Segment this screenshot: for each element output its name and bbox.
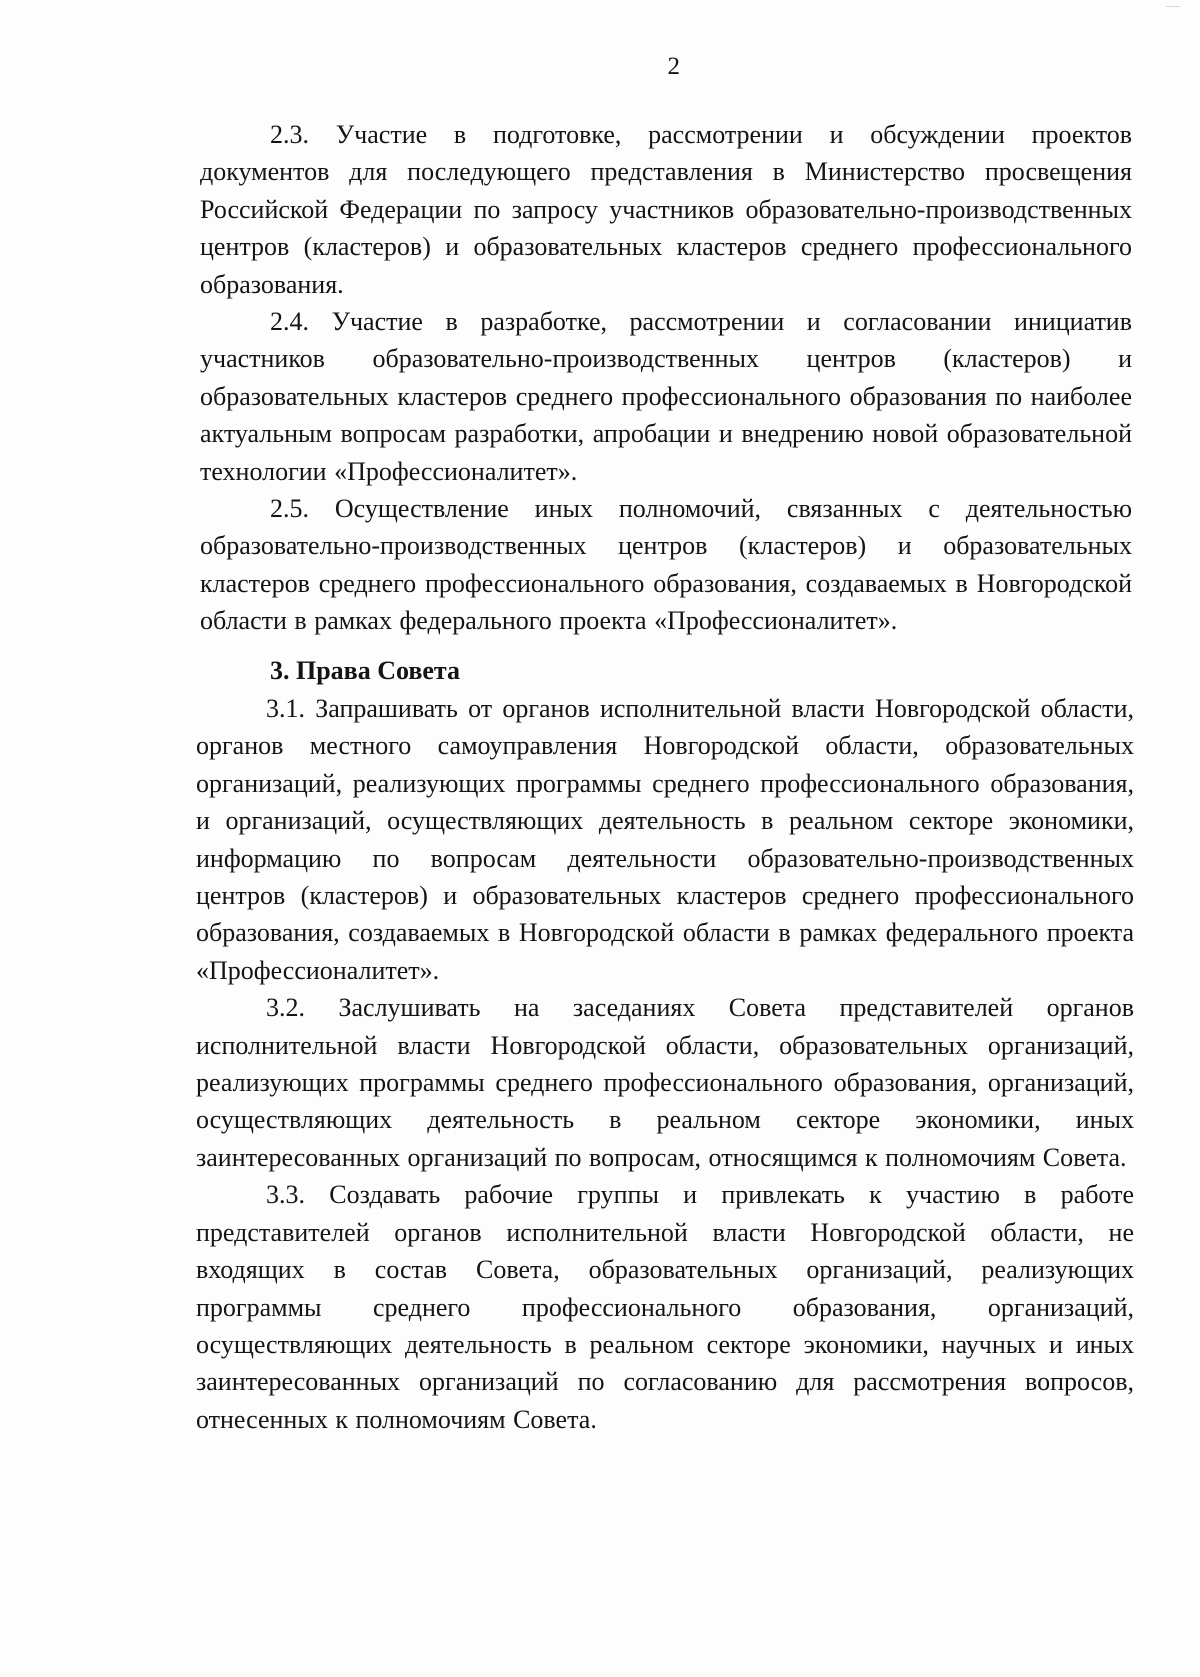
paragraph-2-3: 2.3. Участие в подготовке, рассмотрении и обсуждении проектов документов для последующего представления в Министерство просвещения Российской Федерации по запросу участников образовательно-производственных центров (кластеров) и образовательных кластеров среднего профессионального образования. [200,120,1132,299]
section-2-continued [200,116,1132,689]
scan-edge-mark [1166,0,1180,7]
page-number: 2 [667,53,680,80]
section-heading: 3. Права Совета [270,655,461,685]
paragraph-3-3: 3.3. Создавать рабочие группы и привлекать к участию в работе представителей органов исполнительной власти Новгородской области, не входящих в состав Совета, образовательных организаций, реализующих программы среднего профессионального образования, организаций, осуществляющих деятельность в реальном секторе экономики, научных и иных заинтересованных организаций по согласованию для рассмотрения вопросов, отнесенных к полномочиям Совета. [196,1180,1134,1434]
paragraph-3-1: 3.1. Запрашивать от органов исполнительной власти Новгородской области, органов местного самоуправления Новгородской области, образовательных организаций, реализующих программы среднего профессионального образования, и организаций, осуществляющих деятельность в реальном секторе экономики, информацию по вопросам деятельности образовательно-производственных центров (кластеров) и образовательных кластеров среднего профессионального образования, создаваемых в Новгородской области в рамках федерального проекта «Профессионалитет». [196,694,1134,985]
section-3 [196,690,1134,1438]
paragraph-2-5: 2.5. Осуществление иных полномочий, связанных с деятельностью образовательно-производственных центров (кластеров) и образовательных кластеров среднего профессионального образования, создаваемых в Новгородской области в рамках федерального проекта «Профессионалитет». [200,494,1132,636]
paragraph-2-4: 2.4. Участие в разработке, рассмотрении и согласовании инициатив участников образовательно-производственных центров (кластеров) и образовательных кластеров среднего профессионального образования по наиболее актуальным вопросам разработки, апробации и внедрению новой образовательной технологии «Профессионалитет». [200,307,1132,486]
paragraph-3-2: 3.2. Заслушивать на заседаниях Совета представителей органов исполнительной власти Новгородской области, образовательных организаций, реализующих программы среднего профессионального образования, организаций, осуществляющих деятельность в реальном секторе экономики, иных заинтересованных организаций по вопросам, относящимся к полномочиям Совета. [196,993,1134,1172]
